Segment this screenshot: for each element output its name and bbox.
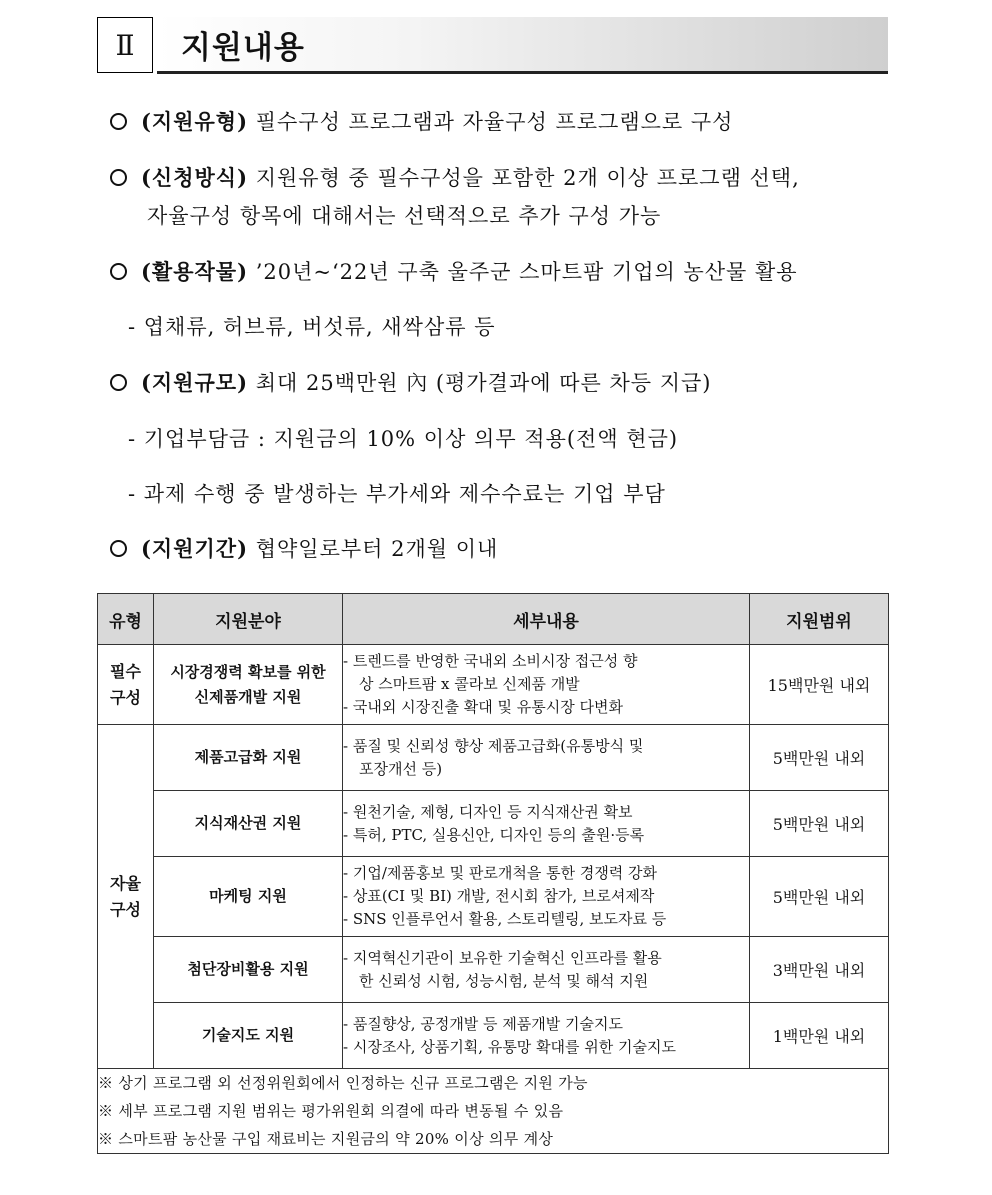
header-range: 지원범위 — [750, 594, 889, 645]
table-row — [98, 857, 889, 937]
field-cell: 지식재산권 지원 — [154, 791, 343, 857]
type-cell-required: 필수 구성 — [98, 645, 154, 725]
bullet-crops: (활용작물) ’20년~‘22년 구축 울주군 스마트팜 기업의 농산물 활용 — [110, 256, 798, 286]
header-field: 지원분야 — [154, 594, 343, 645]
table-row — [98, 937, 889, 1003]
sub-vat: - 과제 수행 중 발생하는 부가세와 제수수료는 기업 부담 — [128, 482, 666, 506]
detail-cell: - 지역혁신기관이 보유한 기술혁신 인프라를 활용 한 신뢰성 시험, 성능시험, 분석 및 해석 지원 — [343, 937, 750, 1003]
note-line: ※ 세부 프로그램 지원 범위는 평가위원회 의결에 따라 변동될 수 있음 — [98, 1102, 564, 1120]
bullet-scale: (지원규모) 최대 25백만원 內 (평가결과에 따른 차등 지급) — [110, 367, 711, 397]
section-underline — [157, 71, 888, 74]
section-title: 지원내용 — [181, 29, 305, 66]
bullet-application-method-cont: 자율구성 항목에 대해서는 선택적으로 추가 구성 가능 — [147, 204, 662, 228]
range-cell: 5백만원 내외 — [750, 857, 889, 937]
range-cell: 1백만원 내외 — [750, 1003, 889, 1069]
circle-bullet-icon — [110, 374, 127, 391]
range-cell: 5백만원 내외 — [750, 725, 889, 791]
table-row — [98, 791, 889, 857]
detail-cell: - 품질 및 신뢰성 향상 제품고급화(유통방식 및 포장개선 등) — [343, 725, 750, 791]
detail-cell: - 트렌드를 반영한 국내외 소비시장 접근성 향 상 스마트팜 x 콜라보 신제품 개발 - 국내외 시장진출 확대 및 유통시장 다변화 — [343, 645, 750, 725]
bullet-application-method: (신청방식) 지원유형 중 필수구성을 포함한 2개 이상 프로그램 선택, — [110, 162, 800, 192]
header-type: 유형 — [98, 594, 154, 645]
notes-cell — [98, 1069, 889, 1154]
sub-crops: - 엽채류, 허브류, 버섯류, 새싹삼류 등 — [128, 315, 496, 339]
table-row — [98, 645, 889, 725]
type-cell-optional: 자율 구성 — [98, 725, 154, 1069]
sub-company-share: - 기업부담금 : 지원금의 10% 이상 의무 적용(전액 현금) — [128, 427, 679, 451]
table-row — [98, 1003, 889, 1069]
table-row — [98, 725, 889, 791]
note-line: ※ 상기 프로그램 외 선정위원회에서 인정하는 신규 프로그램은 지원 가능 — [98, 1074, 588, 1092]
range-cell: 3백만원 내외 — [750, 937, 889, 1003]
bullet-support-type: (지원유형) 필수구성 프로그램과 자율구성 프로그램으로 구성 — [110, 106, 733, 136]
circle-bullet-icon — [110, 169, 127, 186]
section-header — [97, 17, 888, 73]
range-cell: 15백만원 내외 — [750, 645, 889, 725]
circle-bullet-icon — [110, 113, 127, 130]
section-title-bar — [157, 17, 888, 71]
header-detail: 세부내용 — [343, 594, 750, 645]
circle-bullet-icon — [110, 540, 127, 557]
field-cell: 기술지도 지원 — [154, 1003, 343, 1069]
circle-bullet-icon — [110, 263, 127, 280]
field-cell: 마케팅 지원 — [154, 857, 343, 937]
note-line: ※ 스마트팜 농산물 구입 재료비는 지원금의 약 20% 이상 의무 계상 — [98, 1130, 554, 1148]
range-cell: 5백만원 내외 — [750, 791, 889, 857]
bullet-period: (지원기간) 협약일로부터 2개월 이내 — [110, 533, 498, 563]
support-table — [97, 593, 889, 1154]
section-number: Ⅱ — [97, 17, 153, 73]
detail-cell: - 기업/제품홍보 및 판로개척을 통한 경쟁력 강화 - 상표(CI 및 BI) 개발, 전시회 참가, 브로셔제작 - SNS 인플루언서 활용, 스토리텔링, 보도자료 등 — [343, 857, 750, 937]
table-header-row — [98, 594, 889, 645]
detail-cell: - 원천기술, 제형, 디자인 등 지식재산권 확보 - 특허, PTC, 실용신안, 디자인 등의 출원·등록 — [343, 791, 750, 857]
field-cell: 제품고급화 지원 — [154, 725, 343, 791]
field-cell: 시장경쟁력 확보를 위한 신제품개발 지원 — [154, 645, 343, 725]
field-cell: 첨단장비활용 지원 — [154, 937, 343, 1003]
detail-cell: - 품질향상, 공정개발 등 제품개발 기술지도 - 시장조사, 상품기획, 유통망 확대를 위한 기술지도 — [343, 1003, 750, 1069]
table-notes-row — [98, 1069, 889, 1154]
